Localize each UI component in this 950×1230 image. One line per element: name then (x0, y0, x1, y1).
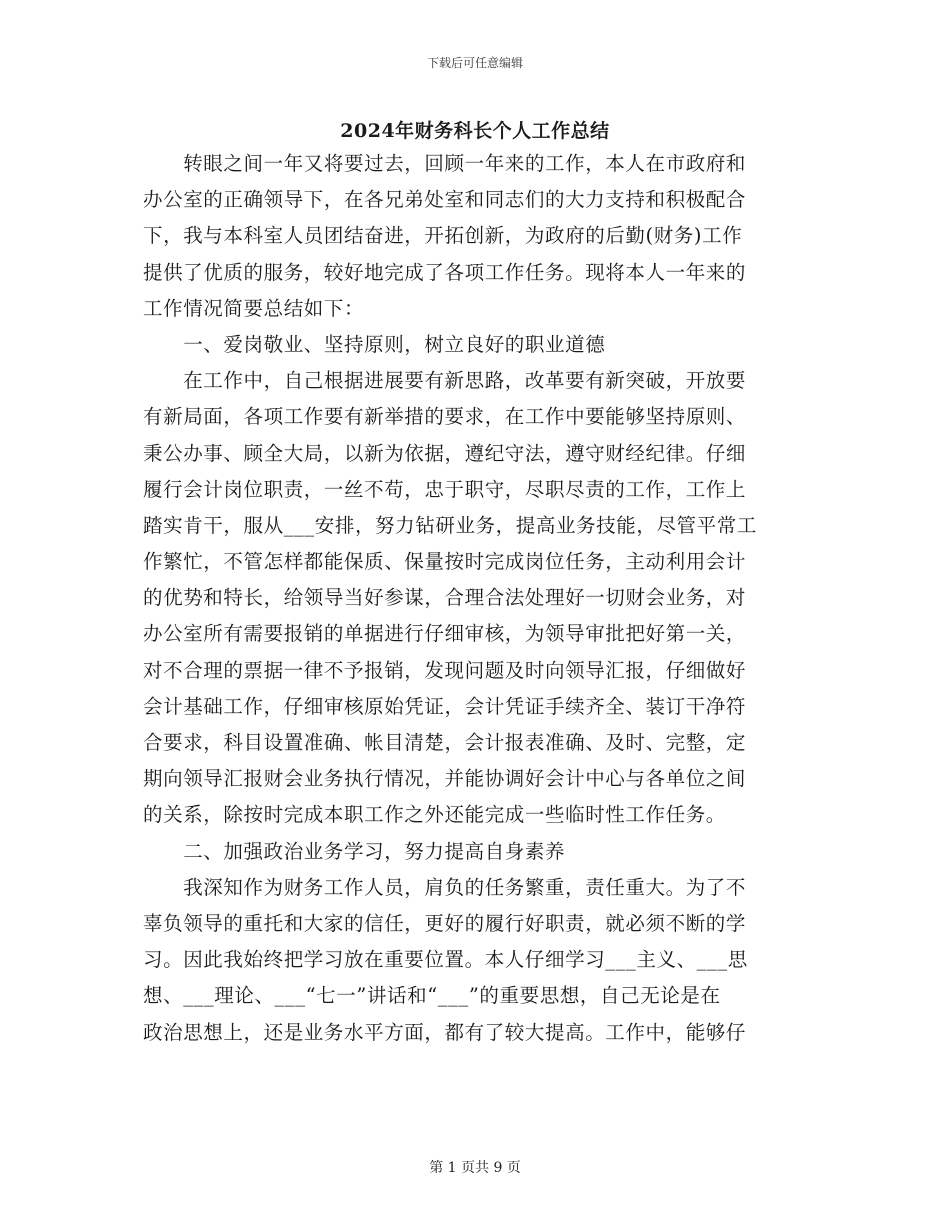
document-title: 2024年财务科长个人工作总结 (340, 120, 610, 142)
body-line: 政治思想上，还是业务水平方面，都有了较大提高。工作中，能够仔 (143, 1020, 747, 1044)
body-line: 作繁忙，不管怎样都能保质、保量按时完成岗位任务，主动利用会计 (143, 550, 747, 574)
section-heading: 一、爱岗敬业、坚持原则，树立良好的职业道德 (143, 332, 606, 356)
body-line: 对不合理的票据一律不予报销，发现问题及时向领导汇报，仔细做好 (143, 658, 747, 682)
body-line: 踏实肯干，服从___安排，努力钻研业务，提高业务技能，尽管平常工 (143, 513, 757, 537)
body-line: 工作情况简要总结如下： (143, 296, 365, 320)
body-line: 有新局面，各项工作要有新举措的要求，在工作中要能够坚持原则、 (143, 405, 747, 429)
body-line: 履行会计岗位职责，一丝不苟，忠于职守，尽职尽责的工作，工作上 (143, 477, 747, 501)
body-line: 的优势和特长，给领导当好参谋，合理合法处理好一切财会业务，对 (143, 586, 747, 610)
section-heading: 二、加强政治业务学习，努力提高自身素养 (143, 839, 566, 863)
body-line: 秉公办事、顾全大局，以新为依据，遵纪守法，遵守财经纪律。仔细 (143, 441, 747, 465)
body-line: 会计基础工作，仔细审核原始凭证，会计凭证手续齐全、装订干净符 (143, 694, 747, 718)
body-line: 在工作中，自己根据进展要有新思路，改革要有新突破，开放要 (143, 369, 747, 393)
body-line: 提供了优质的服务，较好地完成了各项工作任务。现将本人一年来的 (143, 260, 747, 284)
body-line: 办公室所有需要报销的单据进行仔细审核，为领导审批把好第一关， (143, 622, 747, 646)
page-number: 第 1 页共 9 页 (429, 1160, 521, 1176)
body-line: 转眼之间一年又将要过去，回顾一年来的工作，本人在市政府和 (143, 152, 747, 175)
body-line: 期向领导汇报财会业务执行情况，并能协调好会计中心与各单位之间 (143, 767, 747, 791)
body-line: 下，我与本科室人员团结奋进，开拓创新，为政府的后勤(财务)工作 (143, 224, 743, 248)
body-line: 辜负领导的重托和大家的信任，更好的履行好职责，就必须不断的学 (143, 911, 747, 935)
body-line: 我深知作为财务工作人员，肩负的任务繁重，责任重大。为了不 (143, 875, 747, 899)
body-line: 办公室的正确领导下，在各兄弟处室和同志们的大力支持和积极配合 (143, 188, 747, 212)
body-line: 习。因此我始终把学习放在重要位置。本人仔细学习___主义、___思 (143, 948, 748, 972)
page-header: 下载后可任意编辑 (426, 56, 523, 70)
body-line: 合要求，科目设置准确、帐目清楚，会计报表准确、及时、完整，定 (143, 731, 747, 754)
body-line: 的关系，除按时完成本职工作之外还能完成一些临时性工作任务。 (143, 803, 726, 827)
document-body (143, 146, 811, 1051)
body-line: 想、___理论、___“七一”讲话和“___”的重要思想，自己无论是在 (143, 984, 721, 1008)
